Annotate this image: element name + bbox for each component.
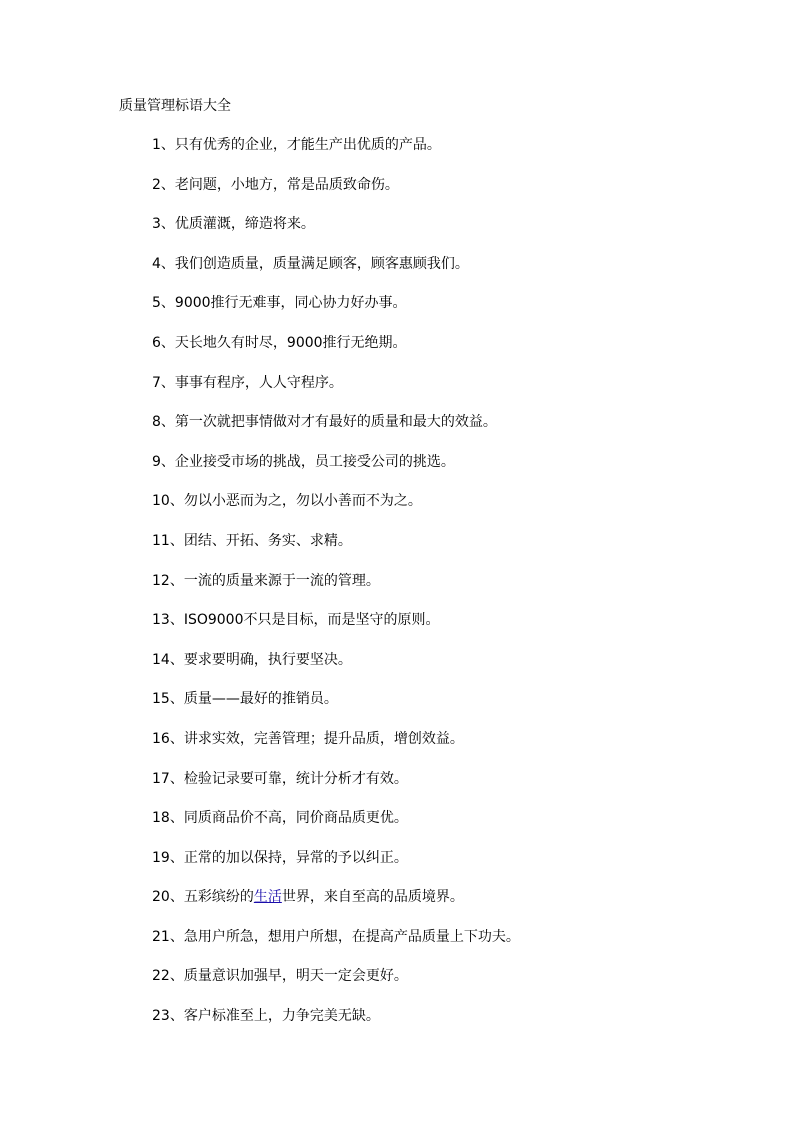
slogan-item-8: 8、第一次就把事情做对才有最好的质量和最大的效益。 [152,414,497,431]
slogan-item-3: 3、优质灌溉，缔造将来。 [152,216,315,233]
slogan-item-16: 16、讲求实效，完善管理；提升品质，增创效益。 [152,730,464,747]
slogan-item-21: 21、急用户所急，想用户所想，在提高产品质量上下功夫。 [152,928,520,945]
slogan-item-22: 22、质量意识加强早，明天一定会更好。 [152,968,408,985]
slogan-item-1: 1、只有优秀的企业，才能生产出优质的产品。 [152,137,441,153]
slogan-item-13: 13、ISO9000不只是目标，而是坚守的原则。 [152,612,440,629]
slogan-item-4: 4、我们创造质量，质量满足顾客，顾客惠顾我们。 [152,255,469,272]
slogan-item-15: 15、质量——最好的推销员。 [152,691,338,708]
slogan-item-19: 19、正常的加以保持，异常的予以纠正。 [152,849,408,866]
slogan-item-20 [152,887,520,927]
slogan-list [152,135,520,1046]
slogan-item-9: 9、企业接受市场的挑战，员工接受公司的挑选。 [152,453,455,470]
slogan-item-17: 17、检验记录要可靠，统计分析才有效。 [152,770,408,787]
slogan-item-12: 12、一流的质量来源于一流的管理。 [152,572,380,589]
slogan-item-20-text-after: 世界，来自至高的品质境界。 [281,889,464,906]
slogan-item-5: 5、9000推行无难事，同心协力好办事。 [152,295,407,312]
slogan-item-7: 7、事事有程序，人人守程序。 [152,374,343,391]
slogan-item-20-text-before: 20、五彩缤纷的 [152,889,254,906]
document-title: 质量管理标语大全 [119,98,231,114]
slogan-item-14: 14、要求要明确，执行要坚决。 [152,651,352,668]
slogan-item-10: 10、勿以小恶而为之，勿以小善而不为之。 [152,493,422,510]
slogan-item-23: 23、客户标准至上，力争完美无缺。 [152,1008,380,1025]
life-link[interactable]: 生活 [253,889,282,906]
slogan-item-18: 18、同质商品价不高，同价商品质更优。 [152,810,408,827]
slogan-item-11: 11、团结、开拓、务实、求精。 [152,532,352,549]
slogan-item-6: 6、天长地久有时尽，9000推行无绝期。 [152,334,407,351]
slogan-item-2: 2、老问题，小地方，常是品质致命伤。 [152,176,399,193]
